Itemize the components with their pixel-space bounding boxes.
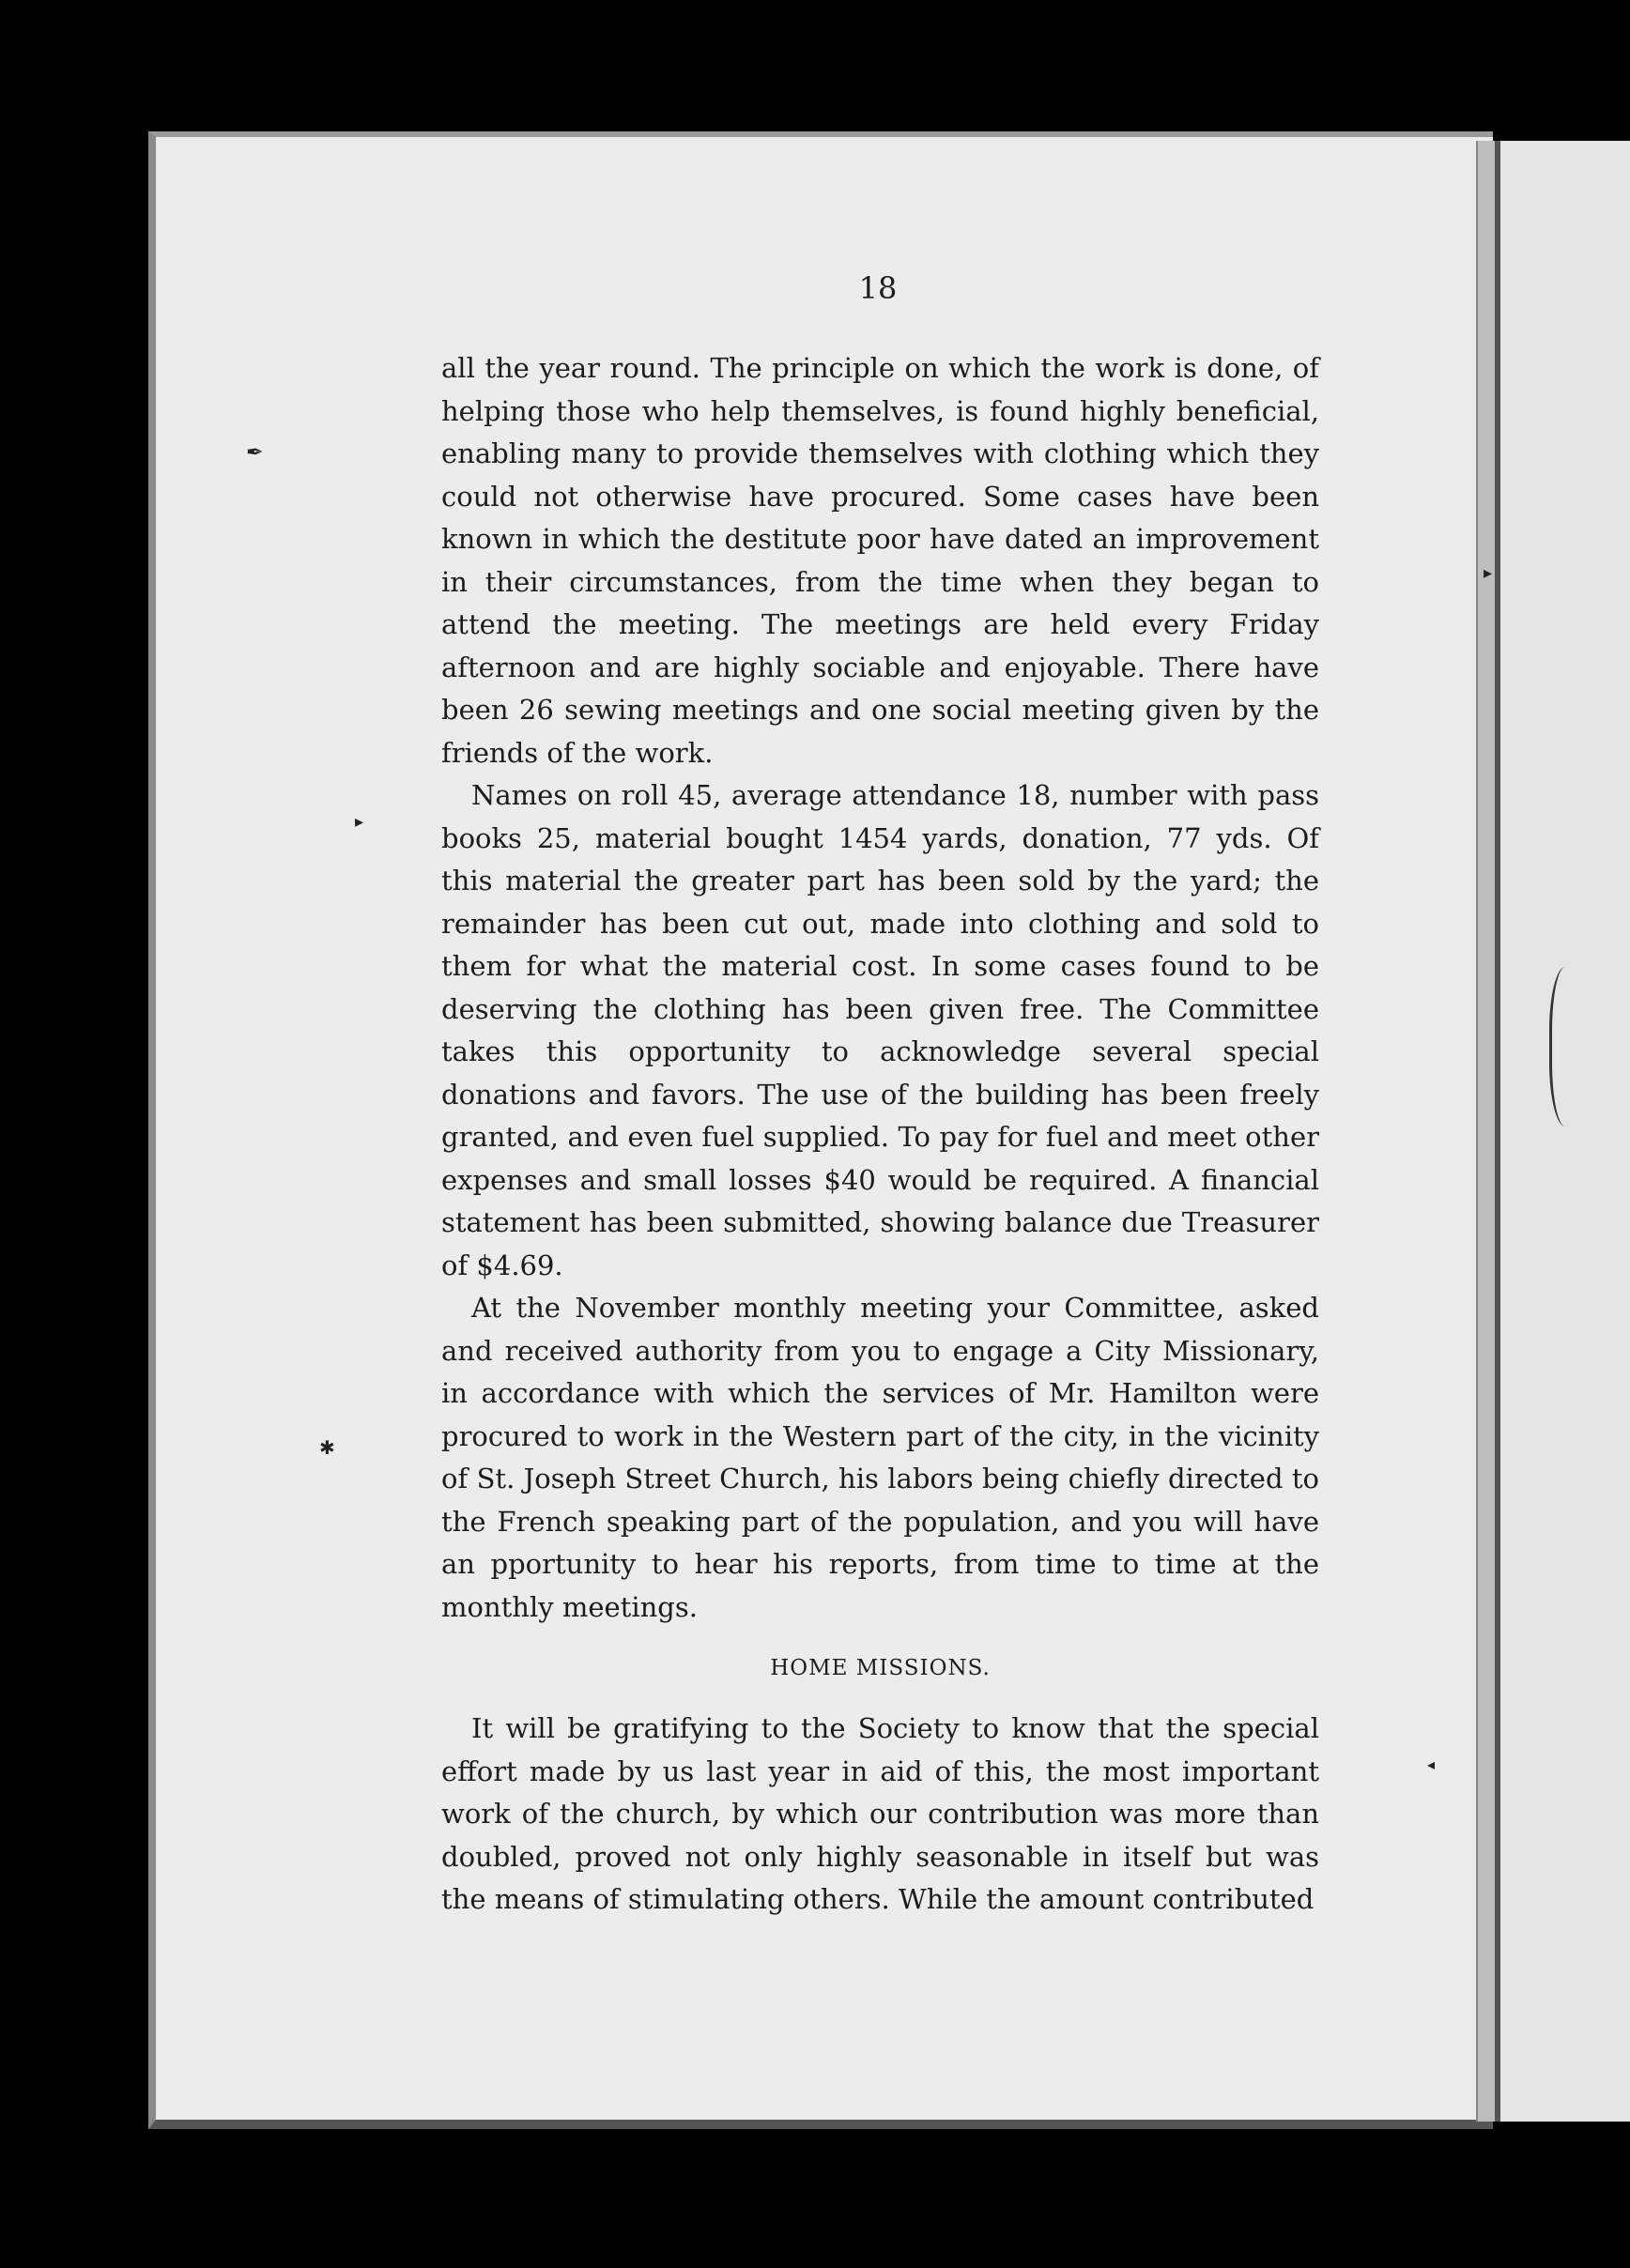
scan-speck: ◂ [1427, 1755, 1436, 1773]
scan-speck: ▸ [355, 812, 364, 832]
scan-speck: ✒ [246, 441, 264, 465]
paragraph-2: Names on roll 45, average attendance 18, number with pass books 25, material bought 1454 yards, donation, 77 yds. Of this material the greater part has been sold by the yard; the remainder has been cut out, made into clothing and sold to them for what the material cost. In some cases found to be deserving the clothing has been given free. The Committee takes this opportunity to acknowledge several special donations and favors. The use of the building has been freely granted, and even fuel supplied. To pay for fuel and meet other expenses and small losses $40 would be required. A financial statement has been submitted, showing balance due Treasurer of $4.69. [441, 779, 1319, 1281]
paragraph-4: It will be gratifying to the Society to know that the special effort made by us last year in aid of this, the most important work of the church, by which our contribution was more than doubled, proved not only highly seasonable in itself but was the means of stimulating others. While the amount contributed [441, 1712, 1319, 1915]
scan-speck: ✱ [319, 1436, 335, 1459]
body-text [441, 347, 1319, 1922]
adjacent-page-edge [1495, 141, 1630, 2122]
section-heading: HOME MISSIONS. [770, 1656, 991, 1680]
paragraph-1: all the year round. The principle on which the work is done, of helping those who help themselves, is found highly beneficial, enabling many to provide themselves with clothing which they could not otherwise have procured. Some cases have been known in which the destitute poor have dated an improvement in their circumstances, from the time when they began to attend the meeting. The meetings are held every Friday afternoon and are highly sociable and enjoyable. There have been 26 sewing meetings and one social meeting given by the friends of the work. [441, 352, 1319, 769]
page-gutter [1476, 141, 1495, 2122]
scan-speck: ▸ [1484, 563, 1493, 583]
page-number: 18 [858, 270, 898, 306]
pencil-bracket-mark [1549, 967, 1590, 1126]
paragraph-3: At the November monthly meeting your Committee, asked and received authority from you to engage a City Missionary, in accordance with which the services of Mr. Hamilton were procured to work in the Western part of the city, in the vicinity of St. Joseph Street Church, his labors being chiefly directed to the French speaking part of the population, and you will have an pportunity to hear his reports, from time to time at the monthly meetings. [441, 1292, 1319, 1623]
